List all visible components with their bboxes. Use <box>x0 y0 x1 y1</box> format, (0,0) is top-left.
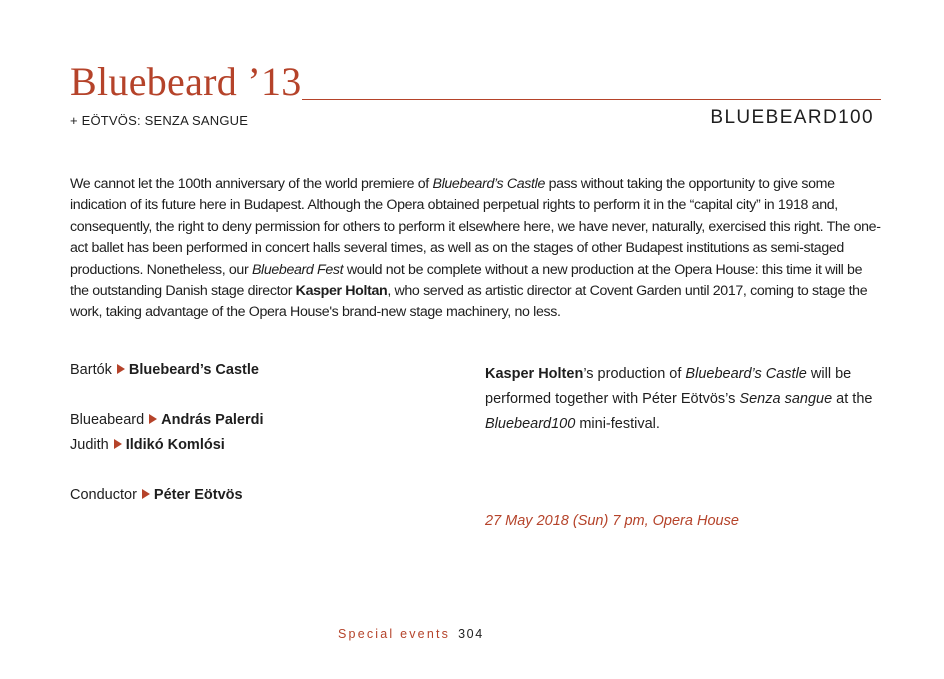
triangle-right-icon <box>117 364 125 374</box>
page-subtitle: + EÖTVÖS: SENZA SANGUE <box>70 113 249 128</box>
intro-work-title: Bluebeard’s Castle <box>432 176 545 192</box>
production-description <box>485 362 885 437</box>
intro-director-name: Kasper Holtan <box>295 283 388 300</box>
credit-composer <box>70 362 259 378</box>
performance-date: 27 May 2018 (Sun) 7 pm, Opera House <box>485 513 739 529</box>
festival-label: BLUEBEARD100 <box>710 107 874 128</box>
desc-director-name: Kasper Holten <box>485 366 584 382</box>
page-footer <box>338 627 484 641</box>
credit-judith <box>70 437 225 453</box>
credit-name: Bluebeard’s Castle <box>128 362 259 378</box>
desc-second-work-title: Senza sangue <box>739 391 833 407</box>
intro-text: We cannot let the 100th anniversary of the world premiere of <box>70 176 433 192</box>
intro-fest-title: Bluebeard Fest <box>251 261 344 278</box>
page-number: 304 <box>458 627 484 641</box>
credit-bluebeard <box>70 412 264 428</box>
credit-conductor <box>70 487 243 503</box>
triangle-right-icon <box>142 489 150 499</box>
page-title: Bluebeard ’13 <box>70 59 302 104</box>
triangle-right-icon <box>149 414 157 424</box>
credit-name: Ildikó Komlósi <box>125 437 225 453</box>
desc-work-title: Bluebeard’s Castle <box>685 366 807 382</box>
credit-role: Conductor <box>70 487 137 503</box>
desc-text: mini-festival. <box>575 416 660 432</box>
title-rule <box>302 99 881 100</box>
desc-festival-title: Bluebeard100 <box>485 416 576 432</box>
intro-text: pass without taking the opportunity to give some indication of its future here in Budapest. Although the Opera obtained perpetual rights to perform it in the “capital city” in 1918 and, consequently, the right to deny permission for others to perform it elsewhere here, we have never, naturally, exercised this right. The one-act ballet has been performed in concert halls several times, as well as on the stages of other Budapest institutions as semi-staged productions. Nonetheless, our <box>70 176 881 278</box>
desc-text: at the <box>832 391 873 407</box>
intro-text: , who served as artistic director at Covent Garden until 2017, coming to stage the work, taking advantage of the Opera House's brand-new stage machinery, no less. <box>70 283 868 321</box>
credit-role: Blueabeard <box>70 412 145 428</box>
intro-paragraph <box>70 174 882 324</box>
intro-text: would not be complete without a new production at the Opera House: this time it will be the outstanding Danish stage director <box>70 261 863 300</box>
footer-section: Special events <box>338 627 451 641</box>
credit-role: Bartók <box>70 362 112 378</box>
credit-name: András Palerdi <box>161 412 264 428</box>
desc-text: ’s production of <box>583 366 686 382</box>
desc-text: will be performed together with Péter Eötvös’s <box>485 366 852 407</box>
triangle-right-icon <box>114 439 122 449</box>
credit-name: Péter Eötvös <box>153 487 243 503</box>
credit-role: Judith <box>70 437 109 453</box>
